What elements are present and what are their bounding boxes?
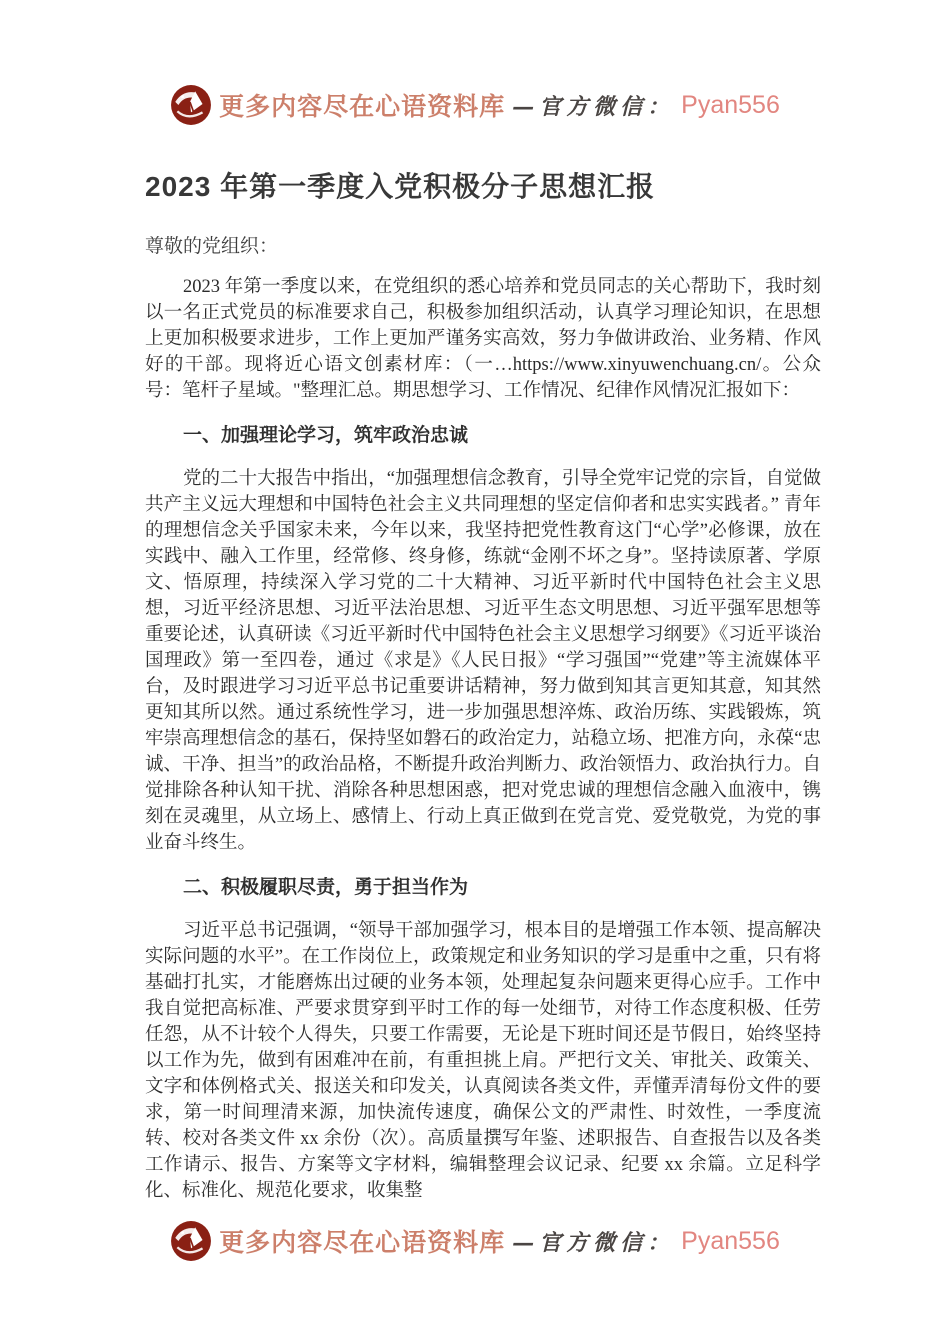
watermark-wechat-id: Pyan556 bbox=[681, 90, 780, 119]
watermark-text: 更多内容尽在心语资料库 bbox=[219, 94, 506, 121]
pen-logo-icon bbox=[170, 1220, 212, 1262]
watermark-wechat-id: Pyan556 bbox=[681, 1226, 780, 1255]
document-content bbox=[145, 168, 821, 1204]
section-2-body: 习近平总书记强调，“领导干部加强学习，根本目的是增强工作本领、提高解决实际问题的水平”。在工作岗位上，政策规定和业务知识的学习是重中之重，只有将基础打扎实，才能磨炼出过硬的业务本领，处理起复杂问题来更得心应手。工作中我自觉把高标准、严要求贯穿到平时工作的每一处细节，对待工作态度积极、任劳任怨，从不计较个人得失，只要工作需要，无论是下班时间还是节假日，始终坚持以工作为先，做到有困难冲在前，有重担挑上肩。严把行文关、审批关、政策关、文字和体例格式关、报送关和印发关，认真阅读各类文件，弄懂弄清每份文件的要求，第一时间理清来源，加快流传速度，确保公文的严肃性、时效性，一季度流转、校对各类文件 xx 余份（次）。高质量撰写年鉴、述职报告、自查报告以及各类工作请示、报告、方案等文字材料，编辑整理会议记录、纪要 xx 余篇。立足科学化、标准化、规范化要求，收集整 bbox=[145, 921, 821, 1201]
section-1-heading: 一、加强理论学习，筑牢政治忠诚 bbox=[183, 425, 469, 446]
salutation: 尊敬的党组织： bbox=[145, 236, 279, 257]
intro-paragraph: 2023 年第一季度以来，在党组织的悉心培养和党员同志的关心帮助下，我时刻以一名正式党员的标准要求自己，积极参加组织活动，认真学习理论知识，在思想上更加积极要求进步，工作上更加严谨务实高效，努力争做讲政治、业务精、作风好的干部。现将近心语文创素材库：（一…https://www.xinyuwenchuang.cn/。公众号：笔杆子星域。"整理汇总。期思想学习、工作情况、纪律作风情况汇报如下： bbox=[145, 277, 821, 401]
watermark-wechat-label: —官方微信： bbox=[512, 1229, 675, 1256]
footer-watermark bbox=[0, 1220, 950, 1262]
watermark-wechat-label: —官方微信： bbox=[512, 93, 675, 120]
section-2-heading: 二、积极履职尽责，勇于担当作为 bbox=[183, 877, 469, 898]
page-title: 2023 年第一季度入党积极分子思想汇报 bbox=[145, 171, 656, 202]
watermark-text: 更多内容尽在心语资料库 bbox=[219, 1230, 506, 1257]
header-watermark bbox=[0, 84, 950, 126]
section-1-body: 党的二十大报告中指出，“加强理想信念教育，引导全党牢记党的宗旨，自觉做共产主义远大理想和中国特色社会主义共同理想的坚定信仰者和忠实实践者。” 青年的理想信念关乎国家未来，今年以来，我坚持把党性教育这门“心学”必修课，放在实践中、融入工作里，经常修、终身修，练就“金刚不坏之身”。坚持读原著、学原文、悟原理，持续深入学习党的二十大精神、习近平新时代中国特色社会主义思想，习近平经济思想、习近平法治思想、习近平生态文明思想、习近平强军思想等重要论述，认真研读《习近平新时代中国特色社会主义思想学习纲要》《习近平谈治国理政》第一至四卷，通过《求是》《人民日报》“学习强国”“党建”等主流媒体平台，及时跟进学习习近平总书记重要讲话精神，努力做到知其言更知其意，知其然更知其所以然。通过系统性学习，进一步加强思想淬炼、政治历练、实践锻炼，筑牢崇高理想信念的基石，保持坚如磐石的政治定力，站稳立场、把准方向，永葆“忠诚、干净、担当”的政治品格，不断提升政治判断力、政治领悟力、政治执行力。自觉排除各种认知干扰、消除各种思想困惑，把对党忠诚的理想信念融入血液中，镌刻在灵魂里，从立场上、感情上、行动上真正做到在党言党、爱党敬党，为党的事业奋斗终生。 bbox=[145, 469, 821, 853]
pen-logo-icon bbox=[170, 84, 212, 126]
